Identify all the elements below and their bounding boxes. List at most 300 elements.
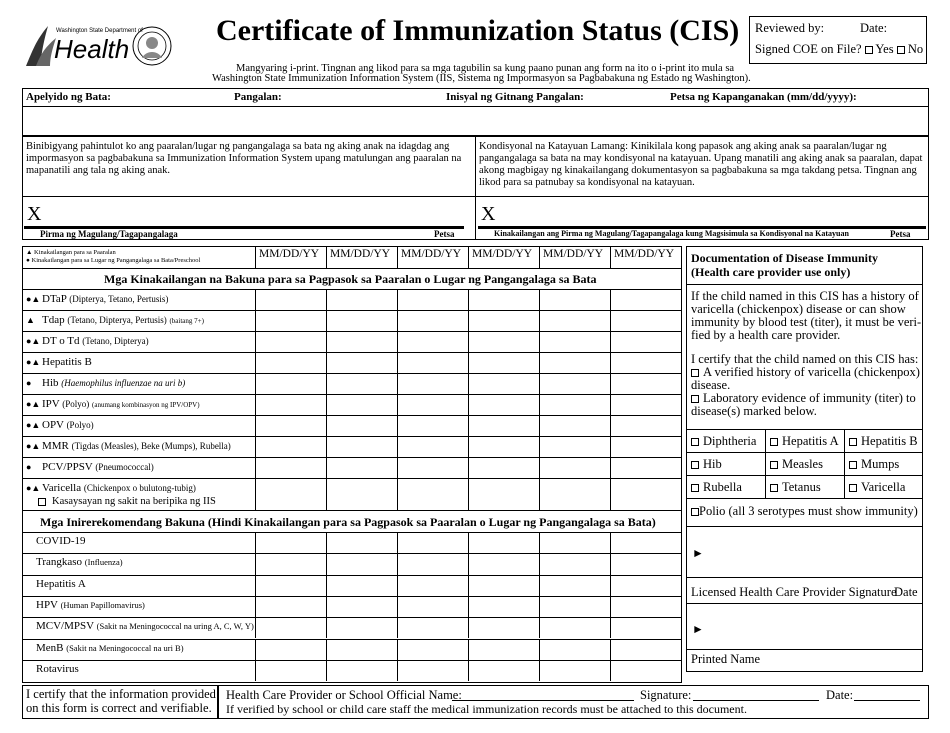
varicella-history [38,496,216,507]
panel-line [686,649,923,650]
date-cell[interactable] [539,289,610,310]
disease-checkbox[interactable] [770,484,778,492]
vaccine-label: DT o Td [42,335,80,347]
date-cell[interactable] [255,639,326,660]
vaccine-label: Trangkaso [36,556,83,569]
table-row [22,415,682,436]
disease-option-hepatitis-a[interactable] [770,434,839,449]
vaccine-desc: (Polyo) [66,420,94,430]
date-cell[interactable] [255,352,326,373]
date-cell[interactable] [468,478,539,510]
date-cell[interactable] [326,553,397,574]
vaccine-desc: (Chickenpox o bulutong-tubig) [83,483,196,493]
disease-label: Tetanus [782,480,821,494]
date-cell[interactable] [326,394,397,415]
panel-line [686,475,923,476]
page-title: Certificate of Immunization Status (CIS) [216,14,740,47]
date-cell[interactable] [326,660,397,681]
date-header-2: MM/DD/YY [330,248,391,260]
table-row [22,289,682,310]
disease-checkbox[interactable] [691,438,699,446]
date-cell[interactable] [255,436,326,457]
date-cell[interactable] [468,352,539,373]
date-cell[interactable] [610,394,682,415]
date-header-4: MM/DD/YY [472,248,533,260]
vaccine-label: IPV [42,398,60,410]
disease-option-measles[interactable] [770,457,823,472]
date-cell[interactable] [468,532,539,553]
coe-no-checkbox[interactable] [897,46,905,54]
table-row [22,478,682,510]
date-cell[interactable] [468,457,539,478]
disease-option-diphtheria[interactable] [691,434,756,449]
date-cell[interactable] [326,436,397,457]
conditional-signature-label: Kinakailangan ang Pirma ng Magulang/Tagapangalaga kung Magsisimula sa Kondisyonal na Katayuan [494,229,849,238]
reviewed-by-label: Reviewed by: [755,21,825,35]
date-cell[interactable] [610,617,682,638]
vaccine-desc: (Influenza) [84,557,123,568]
table-row [22,436,682,457]
vaccine-desc: (Sakit na Meningococcal na uring A, C, W, Y) [96,621,254,632]
legend-dot: ● Kinakailangan para sa Lugar ng Pangangalaga sa Bata/Preschool [26,257,201,264]
table-row [22,331,682,352]
date-cell[interactable] [539,373,610,394]
vaccine-name-2 [26,314,204,326]
varicella-history-checkbox[interactable] [38,498,46,506]
date-cell[interactable] [326,575,397,596]
recommended-vaccine-4 [36,599,145,611]
table-row [22,553,682,574]
immunity-para1-line: varicella (chickenpox) disease or can show [691,302,906,316]
certify-line-2: on this form is correct and verifiable. [26,701,212,715]
immunity-panel [686,246,923,672]
required-heading: Mga Kinakailangan na Bakuna para sa Pagpasok sa Paaralan o Lugar ng Pangangalaga sa Bata [104,272,597,286]
vaccine-desc: (Pneumococcal) [95,462,154,472]
date-cell[interactable] [326,331,397,352]
panel-col-line [765,429,766,498]
vaccine-marks: ●▲ [26,336,41,346]
immunity-para1-line: fied by a health care provider. [691,328,841,342]
vaccine-label: MenB [36,641,64,654]
vaccine-label: HPV [36,598,58,611]
date-cell[interactable] [539,596,610,617]
review-box [749,16,927,64]
date-cell[interactable] [397,575,468,596]
date-cell[interactable] [468,553,539,574]
disease-label: Hepatitis A [782,434,839,448]
date-cell[interactable] [610,457,682,478]
date-cell[interactable] [539,394,610,415]
disease-option-hepatitis-b[interactable] [849,434,918,449]
panel-line [686,526,923,527]
recommended-vaccine-5 [36,620,254,632]
date-col-divider [681,246,682,268]
date-cell[interactable] [397,373,468,394]
date-cell[interactable] [539,617,610,638]
immunity-option-1-cont: disease. [691,378,731,392]
consent-right-text: Kondisyonal na Katayuan Lamang: Kinikilala kong papasok ang aking anak sa paaralan/lugar ng pangangalaga sa bata na may kondisyonal na katayuan. Upang manatili ang aking anak sa paaralan, dapat akong magbigay ng kinakailangang dokumentasyon sa pagbabakuna sa mga takdang petsa. Tingnan ang likod para sa patnubay sa kondisyonal na katayuan. [479,141,923,188]
disease-option-hib[interactable] [691,457,722,472]
consent-left-text: Binibigyang pahintulot ko ang paaralan/lugar ng pangangalaga sa bata ng aking anak na idagdag ang impormasyon sa pagbabakuna sa Immunization Information System upang matulungan ang paaralan na mapanatili ang tala ng aking anak. [26,141,462,176]
disease-label: Diphtheria [703,434,757,448]
date-cell[interactable] [255,457,326,478]
date-cell[interactable] [610,478,682,510]
vaccine-name-10 [26,482,196,494]
state-seal-icon [132,26,172,66]
date-cell[interactable] [397,436,468,457]
date-cell[interactable] [539,575,610,596]
table-row [22,394,682,415]
vaccine-label: MCV/MPSV [36,620,94,633]
vaccine-marks: ●▲ [26,483,41,493]
doh-logo [22,20,172,72]
vaccine-table [22,246,682,683]
date-cell[interactable] [397,310,468,331]
vaccine-name-8 [26,440,231,452]
polio-label: Polio (all 3 serotypes must show immunity) [699,504,918,518]
date-cell[interactable] [468,617,539,638]
date-cell[interactable] [397,415,468,436]
agency-line: Washington State Department of [56,28,143,34]
date-cell[interactable] [255,532,326,553]
table-row [22,575,682,596]
date-cell[interactable] [326,457,397,478]
left-x-mark: X [27,203,42,225]
date-cell[interactable] [326,478,397,510]
vaccine-name-9 [26,461,154,473]
date-cell[interactable] [397,596,468,617]
date-header-6: MM/DD/YY [614,248,675,260]
signed-coe-label: Signed COE on File? Yes No [755,42,924,56]
disease-label: Varicella [861,480,906,494]
date-cell[interactable] [468,310,539,331]
disease-checkbox[interactable] [849,438,857,446]
date-col-divider [539,246,540,268]
date-cell[interactable] [468,373,539,394]
date-col-divider [610,246,611,268]
date-cell[interactable] [539,457,610,478]
review-date-label: Date: [860,21,888,35]
provider-signature-date-label: Date [894,585,918,599]
recommended-heading: Mga Inirerekomendang Bakuna (Hindi Kinakailangan para sa Pagpasok sa Paaralan o Lugar ng Pangangalaga sa Bata) [40,515,656,529]
vaccine-marks: ●▲ [26,357,41,367]
recommended-vaccine-2 [36,556,123,568]
date-col-divider [255,246,256,268]
disease-label: Hepatitis B [861,434,918,448]
legend-triangle: ▲ Kinakailangan para sa Paaralan [26,249,116,256]
table-row [22,457,682,478]
conditional-signature-field[interactable] [498,203,918,225]
vaccine-label: OPV [42,419,64,431]
date-cell[interactable] [610,331,682,352]
vaccine-name-7 [26,419,94,431]
immunity-certify-line: I certify that the child named on this CIS has: [691,352,919,366]
date-cell[interactable] [397,660,468,681]
vaccine-name-4 [26,356,92,368]
lab-evidence-option-checkbox[interactable] [691,395,699,403]
panel-line [686,429,923,430]
official-name-field[interactable] [452,688,634,701]
conditional-date-label: Petsa [890,229,911,239]
printed-name-arrow: ► [692,622,704,636]
coe-yes-checkbox[interactable] [865,46,873,54]
date-cell[interactable] [610,310,682,331]
date-cell[interactable] [468,394,539,415]
vaccine-desc: (Human Papillomavirus) [60,599,145,610]
date-cell[interactable] [255,394,326,415]
immunity-option-1-label: A verified history of varicella (chickenpox) [703,365,920,379]
date-cell[interactable] [539,478,610,510]
disease-option-mumps[interactable] [849,457,899,472]
immunity-title-2: (Health care provider use only) [691,265,851,279]
provider-signature-label: Licensed Health Care Provider Signature [691,585,897,599]
footer-date-field[interactable] [854,688,920,701]
date-cell[interactable] [397,352,468,373]
vaccine-desc: (Tetano, Dipterya) [82,336,149,346]
date-cell[interactable] [326,352,397,373]
recommended-vaccine-7 [36,663,79,675]
footer-signature-field[interactable] [693,688,819,701]
date-cell[interactable] [468,596,539,617]
date-cell[interactable] [255,415,326,436]
date-cell[interactable] [539,415,610,436]
date-header-3: MM/DD/YY [401,248,462,260]
footer-date-label: Date: [826,688,854,702]
row-line [22,268,682,269]
printed-name-label: Printed Name [691,652,761,666]
vaccine-label: DTaP [42,293,67,305]
date-header-5: MM/DD/YY [543,248,604,260]
row-line [22,510,682,511]
date-cell[interactable] [255,575,326,596]
instruction-line-2: Washington State Immunization Information System (IIS, Sistema ng Impormasyon sa Pagbabakuna ng Estado ng Washington). [212,73,751,84]
official-name-label: Health Care Provider or School Official Name: [226,688,462,702]
immunity-option-2-label: Laboratory evidence of immunity (titer) to [703,391,916,405]
date-cell[interactable] [539,532,610,553]
date-cell[interactable] [326,596,397,617]
vaccine-marks: ▲ [26,315,35,325]
provider-signature-field[interactable] [708,542,913,566]
disease-checkbox[interactable] [770,438,778,446]
immunity-title-1: Documentation of Disease Immunity [691,251,878,265]
date-cell[interactable] [255,310,326,331]
printed-name-field[interactable] [708,616,913,640]
date-cell[interactable] [255,553,326,574]
date-cell[interactable] [397,639,468,660]
disease-option-rubella[interactable] [691,480,742,495]
middle-initial-label: Inisyal ng Gitnang Pangalan: [446,91,584,103]
panel-line [686,284,923,285]
vaccine-label: Hepatitis A [36,577,86,590]
disease-label: Rubella [703,480,742,494]
date-cell[interactable] [610,352,682,373]
vaccine-label: COVID-19 [36,535,86,547]
table-row [22,596,682,617]
date-cell[interactable] [468,415,539,436]
footer-note: If verified by school or child care staff the medical immunization records must be attached to this document. [226,702,747,716]
disease-label: Hib [703,457,722,471]
vaccine-marks: ●▲ [26,294,41,304]
date-cell[interactable] [326,373,397,394]
disease-label: Mumps [861,457,900,471]
disease-checkbox[interactable] [770,461,778,469]
vaccine-desc: (Polyo) [62,399,90,409]
date-cell[interactable] [255,373,326,394]
vaccine-marks: ●▲ [26,399,41,409]
disease-checkbox[interactable] [691,484,699,492]
date-cell[interactable] [610,289,682,310]
table-row [22,639,682,660]
immunity-para1-line: If the child named in this CIS has a history of [691,289,919,303]
date-col-divider [397,246,398,268]
varicella-history-label: Kasaysayan ng sakit na beripika ng IIS [52,496,216,507]
vaccine-name-5 [26,377,185,389]
vaccine-desc: (Tetano, Dipterya, Pertusis) [67,315,167,325]
vaccine-name-3 [26,335,149,347]
date-cell[interactable] [255,617,326,638]
table-row [22,532,682,553]
date-cell[interactable] [539,352,610,373]
date-cell[interactable] [610,596,682,617]
date-cell[interactable] [610,373,682,394]
panel-line [686,452,923,453]
vaccine-marks: ●▲ [26,420,41,430]
date-cell[interactable] [397,394,468,415]
table-row [22,660,682,681]
date-cell[interactable] [397,289,468,310]
table-row [22,373,682,394]
vaccine-label: Hepatitis B [42,356,92,368]
date-col-divider [468,246,469,268]
child-info-input-row[interactable] [23,107,928,135]
recommended-vaccine-3 [36,578,86,590]
vaccine-desc: (Sakit na Meningococcal na uri B) [66,642,184,653]
varicella-history-option-checkbox[interactable] [691,369,699,377]
parent-signature-label: Pirma ng Magulang/Tagapangalaga [40,229,178,239]
panel-line [686,603,923,604]
vaccine-marks: ● [26,462,32,472]
date-cell[interactable] [468,660,539,681]
birthdate-label: Petsa ng Kapanganakan (mm/dd/yyyy): [670,91,857,103]
vaccine-label: Rotavirus [36,662,79,675]
date-cell[interactable] [539,331,610,352]
date-cell[interactable] [610,415,682,436]
date-cell[interactable] [468,639,539,660]
date-cell[interactable] [397,617,468,638]
instruction-line-1: Mangyaring i-print. Tingnan ang likod para sa mga tagubilin sa kung paano punan ang form na ito o i-print ito mula sa [236,63,735,74]
vaccine-label: PCV/PPSV [42,461,93,473]
date-cell[interactable] [610,660,682,681]
vaccine-label: MMR [42,440,69,452]
footer-signature-label: Signature: [640,688,692,702]
date-cell[interactable] [610,532,682,553]
parent-date-label: Petsa [434,229,455,239]
date-cell[interactable] [255,289,326,310]
right-x-mark: X [481,203,496,225]
date-cell[interactable] [326,617,397,638]
date-cell[interactable] [255,596,326,617]
table-row [22,617,682,638]
vaccine-marks: ● [26,378,32,388]
vaccine-note: (anumang kombinasyon ng IPV/OPV) [92,401,200,409]
immunity-option-2-cont: disease(s) marked below. [691,404,817,418]
recommended-vaccine-6 [36,642,184,654]
date-cell[interactable] [255,331,326,352]
date-cell[interactable] [468,575,539,596]
vaccine-note: (baitang 7+) [169,317,204,325]
panel-line [686,498,923,499]
certify-line-1: I certify that the information provided [26,687,216,701]
date-cell[interactable] [326,532,397,553]
date-cell[interactable] [397,331,468,352]
date-cell[interactable] [468,436,539,457]
vaccine-label: Tdap [42,314,65,326]
vaccine-label: Varicella [42,482,82,494]
date-cell[interactable] [539,310,610,331]
vaccine-name-6 [26,398,200,410]
date-cell[interactable] [326,310,397,331]
vaccine-label: Hib [42,377,59,389]
vaccine-desc: (Haemophilus influenzae na uri b) [61,378,186,388]
date-cell[interactable] [539,553,610,574]
date-header-1: MM/DD/YY [259,248,320,260]
first-name-label: Pangalan: [234,91,282,103]
date-cell[interactable] [539,639,610,660]
disease-option-varicella[interactable] [849,480,905,495]
date-cell[interactable] [468,289,539,310]
immunity-para1-line: immunity by blood test (titer), it must be veri- [691,315,922,329]
panel-col-line [844,429,845,498]
date-cell[interactable] [539,436,610,457]
vaccine-marks: ●▲ [26,441,41,451]
recommended-vaccine-1 [36,535,86,547]
date-cell[interactable] [610,575,682,596]
date-cell[interactable] [255,478,326,510]
signature-arrow: ► [692,546,704,560]
date-cell[interactable] [610,436,682,457]
vaccine-desc: (Tigdas (Measles), Beke (Mumps), Rubella) [71,441,231,451]
polio-checkbox[interactable] [691,508,699,516]
date-cell[interactable] [326,289,397,310]
vaccine-name-1 [26,293,168,305]
disease-checkbox[interactable] [849,484,857,492]
disease-option-tetanus[interactable] [770,480,821,495]
date-cell[interactable] [468,331,539,352]
panel-line [686,577,923,578]
date-cell[interactable] [397,457,468,478]
date-cell[interactable] [326,639,397,660]
disease-checkbox[interactable] [849,461,857,469]
polio-option[interactable] [691,504,918,519]
vaccine-desc: (Dipterya, Tetano, Pertusis) [69,294,169,304]
agency-name: Health [54,34,130,64]
date-cell[interactable] [397,532,468,553]
disease-label: Measles [782,457,823,471]
date-cell[interactable] [397,553,468,574]
date-cell[interactable] [255,660,326,681]
parent-signature-field[interactable] [44,203,464,225]
date-cell[interactable] [326,415,397,436]
disease-checkbox[interactable] [691,461,699,469]
last-name-label: Apelyido ng Bata: [26,91,111,103]
date-cell[interactable] [610,639,682,660]
date-col-divider [326,246,327,268]
table-row [22,310,682,331]
date-cell[interactable] [397,478,468,510]
table-row [22,352,682,373]
date-cell[interactable] [610,553,682,574]
date-cell[interactable] [539,660,610,681]
